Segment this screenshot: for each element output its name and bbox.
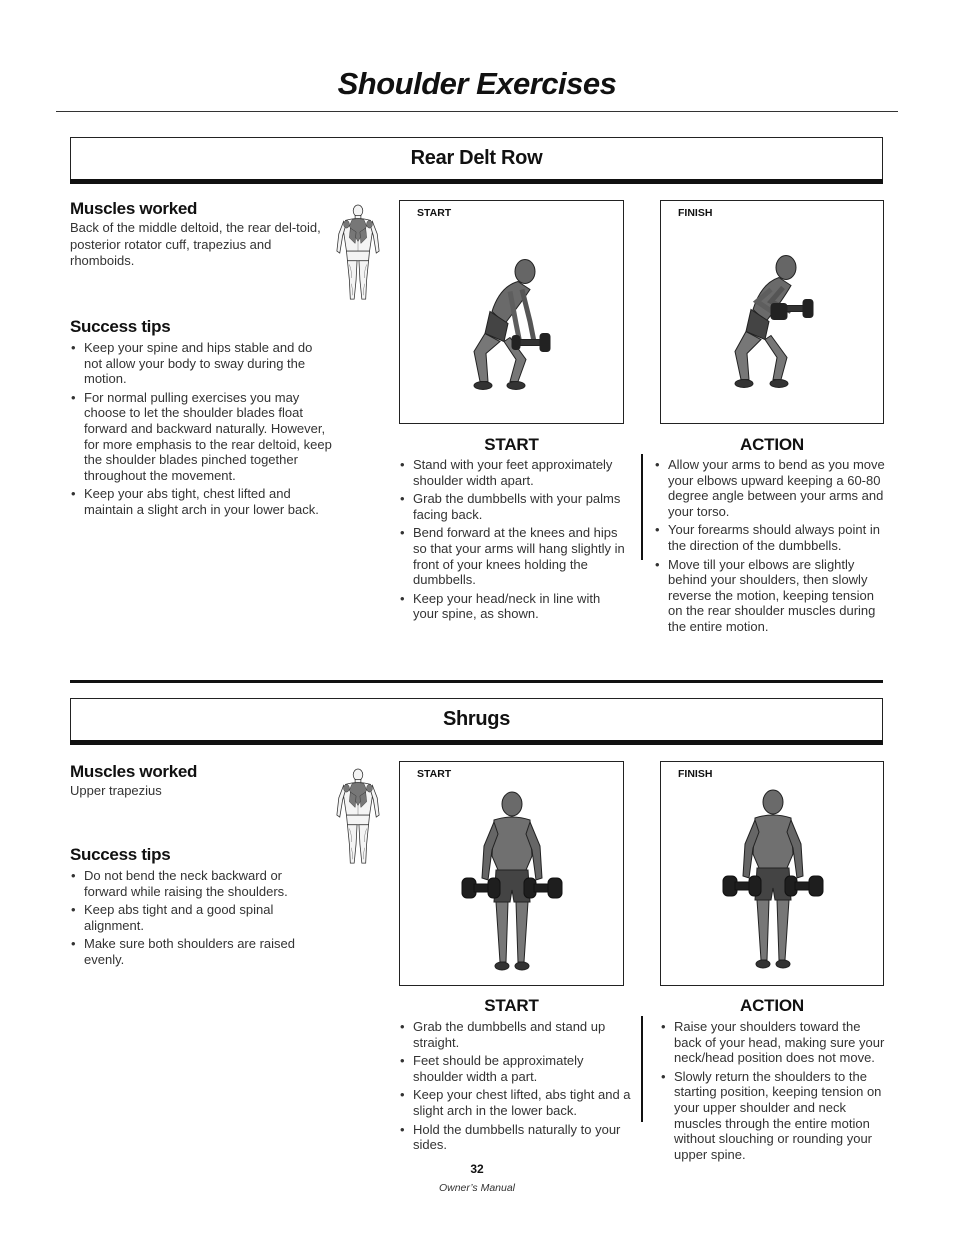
success-tips-list [70, 340, 334, 521]
start-heading: START [484, 996, 539, 1015]
list-item: • Move till your elbows are slightly behind your shoulders, then slowly reverse the motion, keeping tension on the rear shoulder muscles during the entire motion. [654, 557, 886, 635]
exercise-photo [693, 784, 853, 974]
column-divider [641, 1016, 643, 1122]
section-heading: Rear Delt Row [410, 147, 543, 169]
list-item: • Keep abs tight and a good spinal alignment. [70, 902, 322, 933]
list-item: • Keep your spine and hips stable and do not allow your body to sway during the motion. [70, 340, 334, 387]
list-item: • Your forearms should always point in the direction of the dumbbells. [654, 522, 886, 553]
list-item: • Bend forward at the knees and hips so that your arms will hang slightly in front of your knees holding the dumbbells. [399, 525, 625, 587]
photo-label: START [417, 768, 452, 780]
section-heading: Shrugs [442, 708, 511, 730]
muscles-worked-heading: Muscles worked [70, 762, 198, 781]
list-item: • Keep your head/neck in line with your spine, as shown. [399, 591, 625, 622]
list-item: • Make sure both shoulders are raised evenly. [70, 936, 322, 967]
photo-label: START [417, 207, 452, 219]
section-banner-bar [70, 179, 883, 184]
list-item: • Stand with your feet approximately shoulder width apart. [399, 457, 625, 488]
muscles-worked-text: Back of the middle deltoid, the rear del-toid, posterior rotator cuff, trapezius and rhomboids. [70, 220, 321, 269]
list-item: • Feet should be approximately shoulder width a part. [399, 1053, 633, 1084]
section-separator [70, 680, 883, 683]
action-list [660, 1019, 886, 1165]
list-item: • Grab the dumbbells with your palms facing back. [399, 491, 625, 522]
page-title: Shoulder Exercises [337, 66, 617, 101]
action-heading: ACTION [740, 435, 804, 454]
start-list [399, 457, 625, 625]
exercise-photo [691, 239, 851, 404]
list-item: • Raise your shoulders toward the back of your head, making sure your neck/head position does not move. [660, 1019, 886, 1066]
muscles-worked-heading: Muscles worked [70, 199, 198, 218]
list-item: • Slowly return the shoulders to the starting position, keeping tension on your upper shoulder and neck muscles through the entire motion without slouching or rounding your upper spine. [660, 1069, 886, 1163]
exercise-photo [432, 786, 592, 976]
anatomy-figure-icon [334, 202, 382, 306]
start-list [399, 1019, 633, 1156]
photo-start [399, 761, 624, 986]
list-item: • Allow your arms to bend as you move your elbows upward keeping a 60-80 degree angle between your arms and your torso. [654, 457, 886, 519]
photo-start [399, 200, 624, 424]
success-tips-list [70, 868, 322, 971]
footer-text: Owner’s Manual [438, 1182, 516, 1194]
anatomy-figure-icon [334, 764, 382, 872]
photo-label: FINISH [678, 768, 713, 780]
photo-label: FINISH [678, 207, 713, 219]
list-item: • Grab the dumbbells and stand up straight. [399, 1019, 633, 1050]
title-divider [56, 111, 898, 112]
start-heading: START [484, 435, 539, 454]
success-tips-heading: Success tips [70, 317, 171, 336]
action-list [654, 457, 886, 638]
photo-finish [660, 761, 884, 986]
success-tips-heading: Success tips [70, 845, 171, 864]
page-number: 32 [470, 1162, 484, 1176]
column-divider [641, 454, 643, 560]
list-item: • Do not bend the neck backward or forward while raising the shoulders. [70, 868, 322, 899]
exercise-photo [430, 239, 590, 404]
section-banner-bar [70, 740, 883, 745]
list-item: • Keep your chest lifted, abs tight and a slight arch in the lower back. [399, 1087, 633, 1118]
list-item: • For normal pulling exercises you may choose to let the shoulder blades float forward and backward naturally. However, for more emphasis to the rear deltoid, keep the shoulder blades pinched together throughout the movement. [70, 390, 334, 484]
action-heading: ACTION [740, 996, 804, 1015]
list-item: • Keep your abs tight, chest lifted and maintain a slight arch in your lower back. [70, 486, 334, 517]
muscles-worked-text: Upper trapezius [70, 783, 162, 798]
list-item: • Hold the dumbbells naturally to your sides. [399, 1122, 633, 1153]
photo-finish [660, 200, 884, 424]
